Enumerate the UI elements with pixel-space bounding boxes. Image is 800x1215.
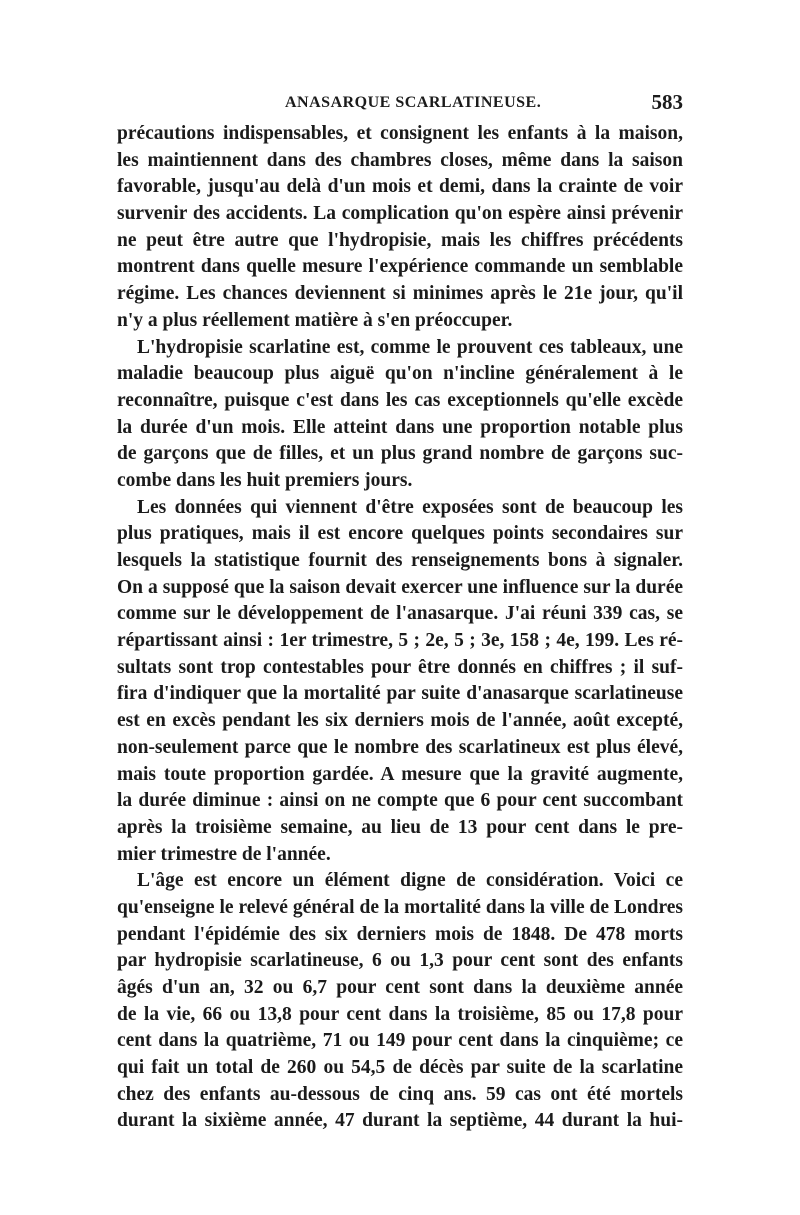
text-line: régime. Les chances deviennent si minimes après le 21e jour, qu'il <box>117 283 683 305</box>
text-line: non-seulement parce que le nombre des scarlatineux est plus élevé, <box>117 736 683 758</box>
text-line: montrent dans quelle mesure l'expérience commande un semblable <box>117 256 683 278</box>
text-line: cent dans la quatrième, 71 ou 149 pour cent dans la cinquième; ce <box>117 1030 683 1052</box>
text-line: chez des enfants au-dessous de cinq ans. 59 cas ont été mortels <box>117 1083 683 1105</box>
text-line: On a supposé que la saison devait exercer une influence sur la durée <box>117 576 683 598</box>
text-line: âgés d'un an, 32 ou 6,7 pour cent sont dans la deuxième année <box>117 977 683 998</box>
text-line: combe dans les huit premiers jours. <box>117 469 413 491</box>
text-line: L'hydropisie scarlatine est, comme le prouvent ces tableaux, une <box>137 336 683 358</box>
paragraph-4 <box>117 868 683 1135</box>
body-text <box>117 121 683 1135</box>
text-line: plus pratiques, mais il est encore quelques points secondaires sur <box>117 523 683 545</box>
text-line: après la troisième semaine, au lieu de 13 pour cent dans le pre- <box>117 816 683 838</box>
running-title: ANASARQUE SCARLATINEUSE. <box>285 94 542 111</box>
text-line: de garçons que de filles, et un plus grand nombre de garçons suc- <box>117 443 683 465</box>
text-line: les maintiennent dans des chambres closes, même dans la saison <box>117 149 683 171</box>
text-line: la durée diminue : ainsi on ne compte que 6 pour cent succombant <box>117 790 683 812</box>
text-line: par hydropisie scarlatineuse, 6 ou 1,3 pour cent sont des enfants <box>117 950 683 972</box>
text-line: reconnaître, puisque c'est dans les cas exceptionnels qu'elle excède <box>117 389 683 411</box>
text-line: précautions indispensables, et consignent les enfants à la maison, <box>117 123 683 144</box>
text-line: répartissant ainsi : 1er trimestre, 5 ; 2e, 5 ; 3e, 158 ; 4e, 199. Les ré- <box>117 630 683 652</box>
text-line: favorable, jusqu'au delà d'un mois et demi, dans la crainte de voir <box>117 176 683 198</box>
text-line: pendant l'épidémie des six derniers mois de 1848. De 478 morts <box>117 923 683 945</box>
text-line: maladie beaucoup plus aiguë qu'on n'incline généralement à le <box>117 363 683 385</box>
text-line: durant la sixième année, 47 durant la septième, 44 durant la hui- <box>117 1110 683 1132</box>
paragraph-1 <box>117 121 683 335</box>
text-line: sultats sont trop contestables pour être donnés en chiffres ; il suf- <box>117 656 683 678</box>
text-line: qui fait un total de 260 ou 54,5 de décès par suite de la scarlatine <box>117 1057 683 1079</box>
page-number: 583 <box>651 90 683 114</box>
text-line: mais toute proportion gardée. A mesure que la gravité augmente, <box>117 763 683 785</box>
paragraph-3 <box>117 495 683 869</box>
text-line: comme sur le développement de l'anasarque. J'ai réuni 339 cas, se <box>117 603 683 625</box>
text-line: lesquels la statistique fournit des renseignements bons à signaler. <box>117 550 683 571</box>
text-line: de la vie, 66 ou 13,8 pour cent dans la troisième, 85 ou 17,8 pour <box>117 1003 683 1025</box>
text-line: la durée d'un mois. Elle atteint dans une proportion notable plus <box>117 416 683 438</box>
text-line: qu'enseigne le relevé général de la mortalité dans la ville de Londres <box>117 896 683 918</box>
text-line: L'âge est encore un élément digne de considération. Voici ce <box>137 870 683 892</box>
paragraph-2 <box>117 335 683 495</box>
text-line: ne peut être autre que l'hydropisie, mais les chiffres précédents <box>117 229 683 251</box>
text-line: est en excès pendant les six derniers mois de l'année, août excepté, <box>117 710 683 732</box>
text-line: Les données qui viennent d'être exposées sont de beaucoup les <box>137 496 683 518</box>
text-line: n'y a plus réellement matière à s'en préoccuper. <box>117 309 513 331</box>
text-line: survenir des accidents. La complication qu'on espère ainsi prévenir <box>117 203 683 225</box>
page-header <box>117 90 683 120</box>
text-line: mier trimestre de l'année. <box>117 843 331 865</box>
text-line: fira d'indiquer que la mortalité par suite d'anasarque scarlatineuse <box>117 683 683 705</box>
